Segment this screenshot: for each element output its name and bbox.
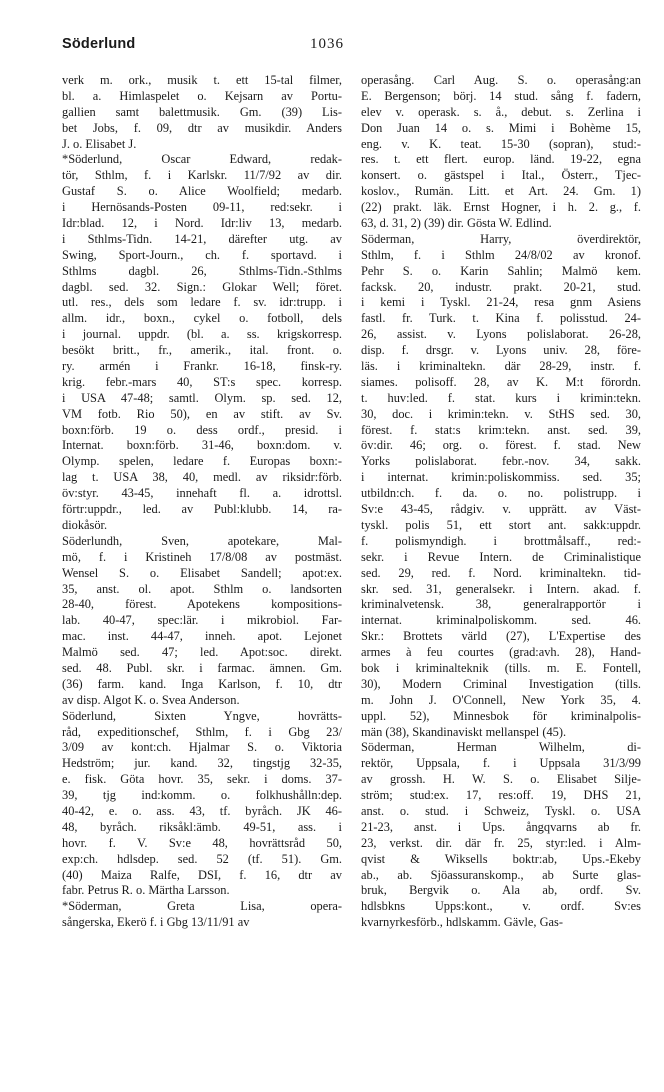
text-line: Söderlund, Sixten Yngve, hovrätts- (62, 708, 342, 723)
text-line: kvarnyrkesförb., hdlskamm. Gävle, Gas- (361, 915, 563, 930)
text-line: tyskl. polis 51, ett stort ant. sakk:uppdr. (361, 517, 641, 532)
text-line: VM fotb. Rio 50), en av stift. av Sv. (62, 406, 342, 421)
text-line: anst. o. stud. i Schweiz, Tyskl. o. USA (361, 803, 641, 818)
text-line: 63, d. 31, 2) (39) dir. Gösta W. Edlind. (361, 216, 552, 231)
text-line: Internat. boxn:förb. 31-46, boxn:dom. v. (62, 438, 342, 453)
text-line: lag t. USA 38, 40, medl. av riksidr:förb. (62, 470, 342, 485)
text-line: koslov., Rumän. Litt. et Art. 24. Gm. 1) (361, 184, 641, 199)
text-line: res. t. ett flert. europ. länd. 19-22, egna (361, 152, 641, 167)
text-line: 3/09 av kont:ch. Hjalmar S. o. Viktoria (62, 740, 342, 755)
text-line: krig. febr.-mars 40, ST:s spec. korresp. (62, 374, 342, 389)
text-line: fabr. Petrus R. o. Märtha Larsson. (62, 883, 230, 898)
text-line: 23, verkst. dir. där fr. 25, styr:led. i Alm- (361, 835, 641, 850)
text-line: uppl. 52), Minnesbok för kriminalpolis- (361, 708, 641, 723)
text-line: sed. 29, red. f. Nord. kriminaltekn. tid- (361, 565, 641, 580)
text-line: rektör, Uppsala, f. i Uppsala 31/3/99 (361, 756, 641, 771)
text-line: Swing, Sport-Journ., ch. f. sportavd. i (62, 247, 342, 262)
text-line: utl. res., dels som ledare f. sv. idr:trupp. i (62, 295, 342, 310)
text-line: ry. armén i Frankr. 16-18, finsk-ry. (62, 359, 342, 374)
text-line: internat. kriminalpoliskomm. sed. 46. (361, 613, 641, 628)
text-line: gallien samt balettmusik. Gm. (39) Lis- (62, 104, 342, 119)
text-line: tör, Sthlm, f. i Karlskr. 11/7/92 av dir. (62, 168, 342, 183)
page-number: 1036 (310, 36, 344, 52)
text-line: exp:ch. hdlsdep. sed. 52 (tf. 51). Gm. (62, 851, 342, 866)
text-line: bet Jobs, f. 09, dtr av musikdir. Anders (62, 120, 342, 135)
text-line: Gustaf S. o. Alice Woolfield; medarb. (62, 184, 342, 199)
text-line: Skr.: Brottets värld (27), L'Expertise des (361, 629, 641, 644)
text-line: Sv:e 43-45, rådgiv. v. upprätt. av Väst- (361, 502, 641, 517)
text-line: 30, doc. i krimin:tekn. v. StHS sed. 30, (361, 406, 641, 421)
text-line: disp. f. drsgr. v. Lyons univ. 28, före- (361, 343, 641, 358)
text-line: i internat. krimin:poliskommiss. sed. 35; (361, 470, 641, 485)
text-line: ab., ab. Sjöassuranskomp., ab Surte glas- (361, 867, 641, 882)
text-line: av disp. Algot K. o. Svea Anderson. (62, 692, 240, 707)
text-line: diokåsör. (62, 517, 108, 532)
text-line: e. fisk. Göta hovr. 35, sekr. i doms. 37- (62, 772, 342, 787)
text-line: ström; stud:ex. 17, res:off. 19, DHS 21, (361, 788, 641, 803)
text-line: sekr. i Revue Intern. de Criminalistique (361, 549, 641, 564)
text-line: mö, f. i Kristineh 17/8/08 av postmäst. (62, 549, 342, 564)
text-line: i Sthlms-Tidn. 14-21, därefter utg. av (62, 231, 342, 246)
text-line: (36) farm. kand. Inga Karlson, f. 10, dtr (62, 676, 342, 691)
text-line: mac. inst. 44-47, inneh. apot. Lejonet (62, 629, 342, 644)
text-line: elev v. operask. s. å., debut. s. Zerlina i (361, 104, 641, 119)
text-line: bruk, Bergvik o. Ala ab, ordf. Sv. (361, 883, 641, 898)
text-line: Hedström; jur. kand. 32, tingstjg 32-35, (62, 756, 342, 771)
text-line: *Söderman, Greta Lisa, opera- (62, 899, 342, 914)
text-line: 40-42, e. o. ass. 43, tf. byråch. JK 46- (62, 803, 342, 818)
text-line: 28-40, förest. Apotekens kompositions- (62, 597, 342, 612)
text-line: Söderlundh, Sven, apotekare, Mal- (62, 533, 342, 548)
text-line: eng. v. K. teat. 15-30 (sopran), stud:- (361, 136, 641, 151)
text-line: besökt britt., fr., amerik., ital. front. o. (62, 343, 342, 358)
text-line: 21-23, anst. i Ups. ångqvarns ab fr. (361, 819, 641, 834)
text-line: 48, byråch. riksåkl:ämb. 49-51, ass. i (62, 819, 342, 834)
text-line: Söderman, Harry, överdirektör, (361, 231, 641, 246)
text-line: läs. i kriminaltekn. där 28-29, instr. f. (361, 359, 641, 374)
text-line: *Söderlund, Oscar Edward, redak- (62, 152, 342, 167)
text-line: av grossh. H. W. S. o. Elisabet Silje- (361, 772, 641, 787)
running-head (0, 0, 664, 60)
text-line: Idr:blad. 12, i Nord. Idr:liv 13, medarb. (62, 216, 342, 231)
text-line: qvist & Wiksells boktr:ab, Ups.-Ekeby (361, 851, 641, 866)
left-column (62, 73, 342, 931)
text-line: förtr:uppdr., led. av Publ:klubb. 14, ra- (62, 502, 342, 517)
right-column (361, 73, 641, 931)
text-line: i USA 47-48; samtl. Olym. sp. sed. 12, (62, 390, 342, 405)
text-line: f. polismyndigh. i brottmålsaff., red:- (361, 533, 641, 548)
text-line: bl. a. Himlaspelet o. Kejsarn av Portu- (62, 88, 342, 103)
text-line: (40) Maiza Ralfe, DSI, f. 16, dtr av (62, 867, 342, 882)
text-line: (22) prakt. läk. Ernst Hogner, i h. 2. g., f. (361, 200, 641, 215)
text-line: i Hernösands-Posten 09-11, red:sekr. i (62, 200, 342, 215)
text-line: facksk. 20, industr. prakt. 20-21, stud. (361, 279, 641, 294)
text-line: sångerska, Ekerö f. i Gbg 13/11/91 av (62, 915, 250, 930)
text-line: råd, expeditionschef, Sthlm, f. i Gbg 23/ (62, 724, 342, 739)
text-line: 30), Modern Criminal Investigation (tills. (361, 676, 641, 691)
text-line: verk m. ork., musik t. ett 15-tal filmer, (62, 73, 342, 87)
text-line: E. Bergenson; börj. 14 stud. sång f. fadern, (361, 88, 641, 103)
text-line: förest. f. stat:s krim:tekn. anst. sed. 39, (361, 422, 641, 437)
text-line: öv:dir. 46; org. o. förest. f. stad. New (361, 438, 641, 453)
text-line: hovr. f. V. Sv:e 48, hovrättsråd 50, (62, 835, 342, 850)
text-line: armes à feu courtes (grad:avh. 28), Hand- (361, 645, 641, 660)
text-line: dagbl. sed. 32. Sign.: Glokar Well; föret. (62, 279, 342, 294)
text-line: konsert. o. gästspel i Ital., Österr., Tjec- (361, 168, 641, 183)
text-line: i kemi i Tyskl. 21-24, resa gnm Asiens (361, 295, 641, 310)
text-line: utbildn:ch. f. da. o. no. polistrupp. i (361, 486, 641, 501)
text-line: boxn:förb. 19 o. dess ordf., presid. i (62, 422, 342, 437)
text-line: operasång. Carl Aug. S. o. operasång:an (361, 73, 641, 87)
text-line: hdlsbkns Upps:kont., v. ordf. Sv:es (361, 899, 641, 914)
text-line: Sthlm, f. i Sthlm 24/8/02 av kronof. (361, 247, 641, 262)
text-line: i journal. uppdr. (bl. a. ss. krigskorresp. (62, 327, 342, 342)
text-line: Yorks polislaborat. febr.-nov. 34, sakk. (361, 454, 641, 469)
text-line: Söderman, Herman Wilhelm, di- (361, 740, 641, 755)
text-line: 35, anst. ol. apot. Sthlm o. landsorten (62, 581, 342, 596)
text-line: t. huv:led. f. stat. kurs i krimin:tekn. (361, 390, 641, 405)
text-line: siames. polisoff. 28, av K. M:t förordn. (361, 374, 641, 389)
text-line: Wensel S. o. Elisabet Sandell; apot:ex. (62, 565, 342, 580)
text-line: män (38), Skandinaviskt mellanspel (45). (361, 724, 567, 739)
text-line: Sthlms dagbl. 26, Sthlms-Tidn.-Sthlms (62, 263, 342, 278)
running-head-name: Söderlund (62, 36, 136, 52)
text-line: bok i kriminalteknik (tills. m. E. Fontell, (361, 660, 641, 675)
text-line: sed. 48. Publ. skr. i farmac. ämnen. Gm. (62, 660, 342, 675)
text-line: 26, assist. v. Lyons polislaborat. 26-28, (361, 327, 641, 342)
text-line: allm. idr., boxn., cykel o. fotboll, dels (62, 311, 342, 326)
text-line: lab. 40-47, spec:lär. i mikrobiol. Far- (62, 613, 342, 628)
text-line: fastl. fr. Turk. t. Kina f. polisstud. 24- (361, 311, 641, 326)
text-line: Pehr S. o. Karin Sahlin; Malmö kem. (361, 263, 641, 278)
text-line: Malmö sed. 47; led. Apot:soc. direkt. (62, 645, 342, 660)
text-line: öv:styr. 43-45, innehaft fl. a. idrottsl. (62, 486, 342, 501)
text-line: J. o. Elisabet J. (62, 136, 137, 151)
text-line: m. John J. O'Connell, New York 35, 4. (361, 692, 641, 707)
text-line: Olymp. spelen, ledare f. Europas boxn:- (62, 454, 342, 469)
text-line: kriminalvetensk. 38, generalrapportör i (361, 597, 641, 612)
text-line: Don Juan 14 o. s. Mimi i Bohème 15, (361, 120, 641, 135)
text-line: skr. sed. 31, generalsekr. i Intern. akad. f. (361, 581, 641, 596)
text-line: 39, tjg ind:komm. o. folkhushålln:dep. (62, 788, 342, 803)
